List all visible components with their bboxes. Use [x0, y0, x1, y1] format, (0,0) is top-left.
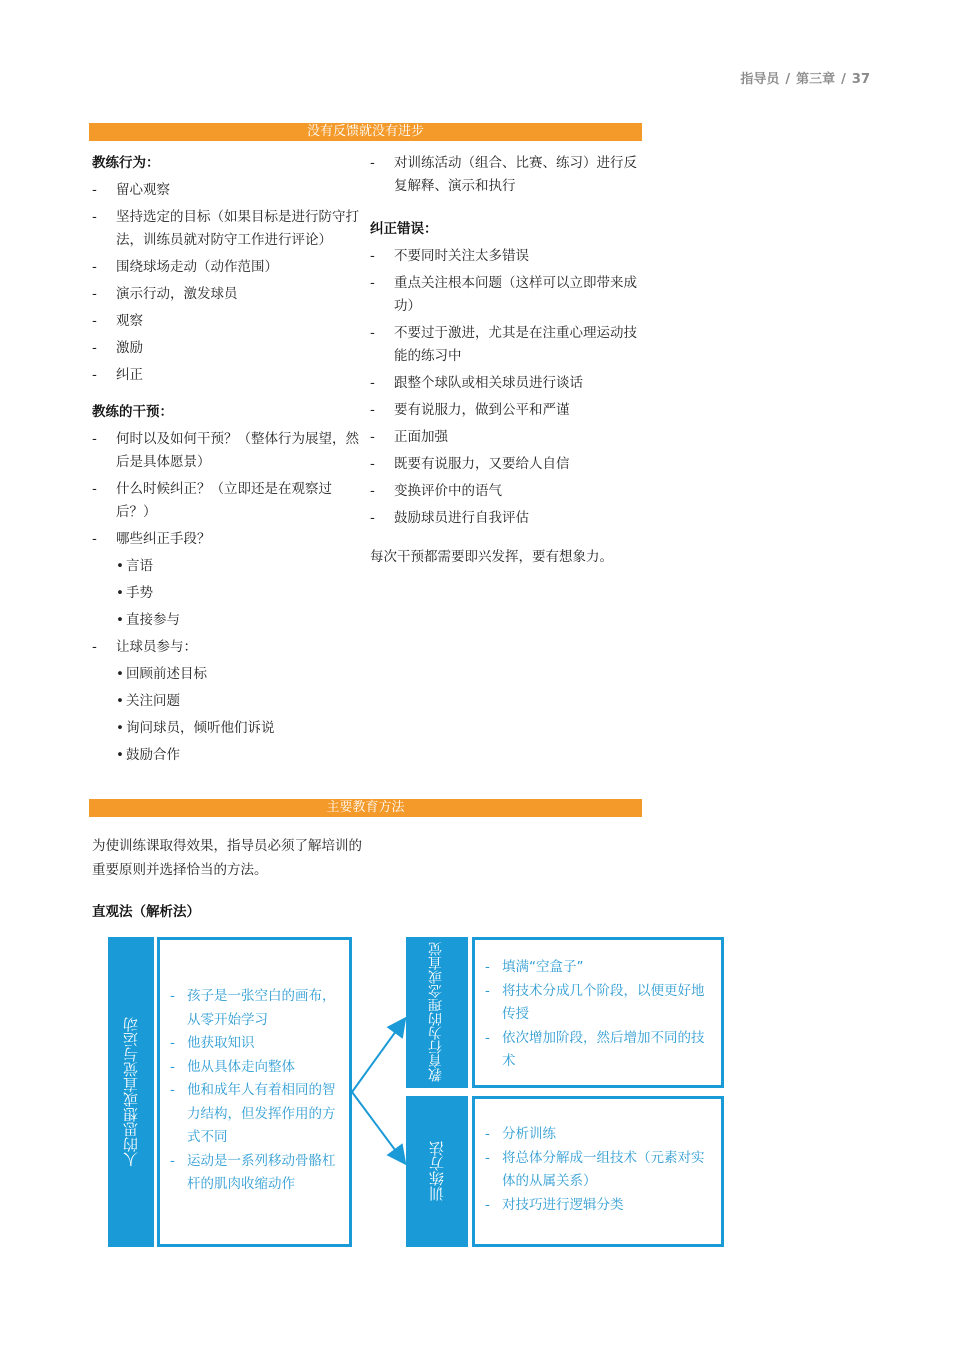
section-banner-feedback: 没有反馈就没有进步: [89, 123, 642, 141]
coach-intervention-title: 教练的干预：: [92, 404, 173, 420]
list-item: - 何时以及如何干预？（整体行为展望，然后是具体愿景）: [92, 428, 364, 474]
list-item: • 手势: [92, 582, 364, 605]
list-item: - 他从具体走向整体: [170, 1056, 340, 1080]
coach-behavior-title: 教练行为：: [92, 155, 160, 171]
top-bar-label: 教育行为的理念或直觉: [428, 942, 444, 1083]
list-item: - 要有说服力，做到公平和严谨: [370, 399, 642, 422]
list-item: - 坚持选定的目标（如果目标是进行防守打法，训练员就对防守工作进行评论）: [92, 206, 364, 252]
correct-errors-title: 纠正错误：: [370, 221, 438, 237]
list-item: - 不要过于激进，尤其是在注重心理运动技能的练习中: [370, 322, 642, 368]
list-item: - 鼓励球员进行自我评估: [370, 507, 642, 530]
list-item: - 演示行动，激发球员: [92, 283, 364, 306]
list-item: - 留心观察: [92, 179, 364, 202]
list-item: • 询问球员，倾听他们诉说: [92, 717, 364, 740]
list-item: - 依次增加阶段，然后增加不同的技术: [485, 1027, 710, 1074]
bottom-bar-label: 训练方法: [428, 1141, 446, 1202]
list-item: - 围绕球场走动（动作范围）: [92, 256, 364, 279]
header-chapter: 第三章: [796, 72, 836, 87]
methods-subtitle: 直观法（解析法）: [92, 904, 200, 920]
list-item: • 回顾前述目标: [92, 663, 364, 686]
list-item: • 直接参与: [92, 609, 364, 632]
list-item: - 将总体分解成一组技术（元素对实体的从属关系）: [485, 1147, 710, 1194]
section-banner-methods: 主要教育方法: [89, 799, 642, 817]
bottom-box-list: [485, 1123, 710, 1217]
list-item: - 孩子是一张空白的画布，从零开始学习: [170, 985, 340, 1032]
top-bar: [406, 937, 468, 1088]
list-item: - 激励: [92, 337, 364, 360]
list-item: - 什么时候纠正？（立即还是在观察过后？）: [92, 478, 364, 524]
page-number: 37: [851, 72, 870, 87]
list-item: - 不要同时关注太多错误: [370, 245, 642, 268]
list-item: - 既要有说服力，又要给人自信: [370, 453, 642, 476]
list-item: - 变换评价中的语气: [370, 480, 642, 503]
header-separator: /: [785, 72, 791, 87]
arrow-up: [352, 1020, 404, 1092]
list-item: - 将技术分成几个阶段，以便更好地传授: [485, 980, 710, 1027]
header-separator: /: [841, 72, 846, 87]
closing-text: 每次干预都需要即兴发挥，要有想象力。: [370, 549, 613, 565]
list-item: - 对训练活动（组合、比赛、练习）进行反复解释、演示和执行: [370, 152, 642, 198]
top-box-list: [485, 956, 710, 1074]
list-item: - 正面加强: [370, 426, 642, 449]
list-item: - 分析训练: [485, 1123, 710, 1147]
list-item: • 关注问题: [92, 690, 364, 713]
list-item: - 他和成年人有着相同的智力结构，但发挥作用的方式不同: [170, 1079, 340, 1150]
bottom-box: [472, 1096, 724, 1247]
list-item: - 运动是一系列移动骨骼杠杆的肌肉收缩动作: [170, 1150, 340, 1197]
list-item: - 填满“空盒子”: [485, 956, 710, 980]
list-item: • 言语: [92, 555, 364, 578]
list-item: • 鼓励合作: [92, 744, 364, 767]
left-bar-label: 人的思想或直觉与运动: [122, 1017, 140, 1167]
list-item: - 他获取知识: [170, 1032, 340, 1056]
bottom-bar: [406, 1096, 468, 1247]
header-guide: 指导员: [740, 72, 780, 87]
list-item: - 重点关注根本问题（这样可以立即带来成功）: [370, 272, 642, 318]
list-item: - 哪些纠正手段？: [92, 528, 364, 551]
involve-title: - 让球员参与：: [92, 636, 364, 659]
list-item: - 对技巧进行逻辑分类: [485, 1194, 710, 1218]
list-item: - 纠正: [92, 364, 364, 387]
methods-intro: 为使训练课取得效果，指导员必须了解培训的重要原则并选择恰当的方法。: [92, 838, 362, 878]
top-box: [472, 937, 724, 1088]
arrow-down: [352, 1092, 404, 1162]
list-item: - 观察: [92, 310, 364, 333]
list-item: - 跟整个球队或相关球员进行谈话: [370, 372, 642, 395]
